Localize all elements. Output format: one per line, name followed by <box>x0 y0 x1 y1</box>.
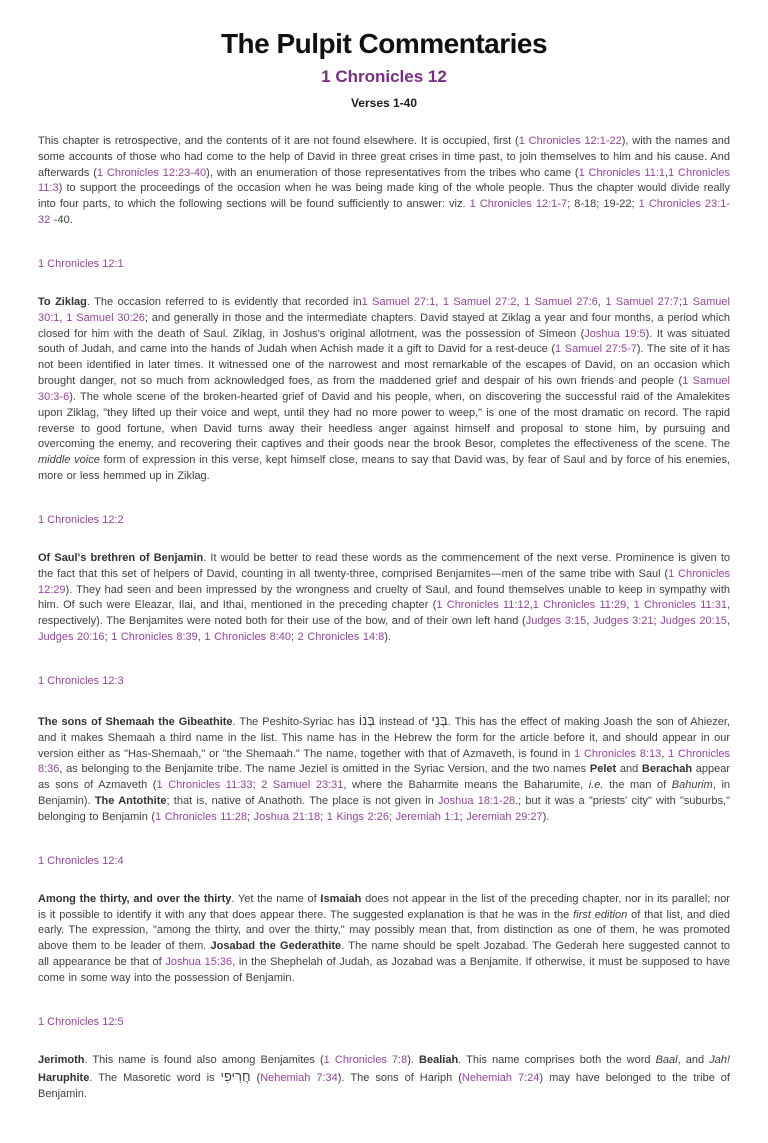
text-run: ; <box>653 615 661 628</box>
text-run: ). The site of it has not been identified in later times. It witnessed one of the narrowest and most remarkable of the escapes of David, on an occasion which brought danger, not so much from acknowledged foes, as from the maddened grief and despair of his own friends and people ( <box>38 343 730 388</box>
text-run: Berachah <box>641 763 693 776</box>
scripture-link[interactable]: Joshua 15:36 <box>165 955 233 968</box>
commentary-paragraph <box>38 551 730 646</box>
scripture-link[interactable]: 1 Chronicles 7:8 <box>323 1053 408 1066</box>
scripture-link[interactable]: Joshua 18:1-28 <box>438 795 516 808</box>
text-run: , <box>59 311 67 324</box>
text-run: ). <box>384 631 391 644</box>
text-run: form of expression in this verse, kept himself close, means to say that David was, by fear of Saul and by force of his enemies, more or less hemmed up in Ziklag. <box>38 454 731 483</box>
text-run: ). The whole scene of the broken-hearted grief of David and his people, when, on discovering the successful raid of the Amalekites upon Ziklag, "they lifted up their voice and wept, until they had no more power to weep," is one of the most dramatic on record. The rapid reverse to good fortune, when David turns away their heedless anger against himself and proposal to stone him, by pursuing and overcoming the enemy, and recovering their captives and their goods near the brook Besor, completes the effectiveness of the scene. The <box>38 390 730 451</box>
commentary-paragraph <box>38 1053 730 1103</box>
text-run: . This has the effect of making Joash the son of Ahiezer, and it makes Shemaah a third name in the list. This name has in the Hebrew the form for the article before it, and should appear in our version either as "Has-Shemaah," or "the Shemaah." The name, together with that of Azmaveth, is found in <box>38 715 731 760</box>
scripture-link[interactable]: Joshua 19:5 <box>584 327 646 340</box>
scripture-link[interactable]: 1 Chronicles 11:29 <box>532 599 627 612</box>
text-run: Ismaiah <box>320 892 362 905</box>
sections-container <box>38 134 730 1103</box>
text-run: ) may have belonged to the tribe of Benjamin. <box>38 1072 730 1101</box>
text-run: , <box>197 631 205 644</box>
text-run: ; <box>679 295 683 308</box>
text-run: ; <box>104 631 112 644</box>
text-run: -40. <box>50 214 73 227</box>
text-run: i.e. <box>588 779 604 792</box>
scripture-link[interactable]: 1 Chronicles 11:3 <box>38 166 731 195</box>
text-run: ). They had seen and been impressed by the wrongness and cruelty of Saul, and found themselves unable to keep in sympathy with him. Of such were Eleazar, Ilai, and Ithai, mentioned in the preceding chapter ( <box>38 583 730 612</box>
scripture-link[interactable]: 1 Samuel 30:26 <box>66 311 145 324</box>
scripture-link[interactable]: 1 Chronicles 11:31 <box>633 599 727 612</box>
scripture-link[interactable]: Judges 20:15 <box>660 615 727 628</box>
document-title: The Pulpit Commentaries <box>220 28 548 59</box>
text-run: ). <box>407 1053 420 1066</box>
text-run: ; <box>246 810 254 823</box>
text-run: appear as sons of Azmaveth ( <box>38 763 730 792</box>
commentary-paragraph <box>38 712 730 826</box>
text-run: ; <box>291 631 298 644</box>
text-run: , <box>626 599 634 612</box>
text-run: , <box>435 295 443 308</box>
text-run: middle voice <box>38 454 100 467</box>
text-run: , <box>661 747 669 760</box>
text-run: and <box>616 763 642 776</box>
scripture-link[interactable]: Jeremiah 1:1 <box>395 810 460 823</box>
text-run: . Yet the name of <box>231 892 321 905</box>
hebrew-text-run: בְּנוֹ <box>358 712 376 728</box>
text-run: The sons of Shemaah the Gibeathite <box>38 715 233 728</box>
text-run: . The name should be spelt Jozabad. The Gederah here suggested cannot to all appearance be that of <box>38 940 731 968</box>
text-run: Baal <box>655 1053 678 1066</box>
commentary-paragraph <box>38 295 730 485</box>
text-run: Among the thirty, and over the thirty <box>38 892 232 905</box>
scripture-link[interactable]: 2 Samuel 23:31 <box>261 779 344 792</box>
scripture-link[interactable]: 1 Chronicles 23:1-32 <box>38 198 730 227</box>
text-run: . The occasion referred to is evidently that recorded in <box>86 295 362 308</box>
scripture-link[interactable]: 1 Chronicles 8:36 <box>38 747 731 776</box>
text-run: , <box>726 615 730 628</box>
text-run: ). <box>542 810 550 823</box>
text-run: Haruphite <box>38 1072 90 1085</box>
text-run: does not appear in the list of the preceding chapter, nor in its parallel; nor is it possible to identify it with any that does appear there. The suggested explanation is that he was in the <box>38 892 730 921</box>
text-run: . This name comprises both the word <box>458 1053 656 1066</box>
text-run: Josabad the Gederathite <box>210 940 342 953</box>
commentary-paragraph <box>38 134 730 229</box>
scripture-link[interactable]: Judges 20:16 <box>38 631 105 644</box>
scripture-link[interactable]: 1 Chronicles 8:39 <box>111 631 198 644</box>
section-heading-link[interactable]: 1 Chronicles 12:2 <box>38 513 124 526</box>
text-run: , where the Baharmite means the Baharumite, <box>343 779 589 792</box>
text-run: ; 8-18; 19-22; <box>567 198 639 211</box>
text-run: . The Peshito-Syriac has <box>232 715 359 728</box>
text-run: , in Benjamin). <box>38 779 731 808</box>
text-run: , <box>529 599 533 612</box>
scripture-link[interactable]: Nehemiah 7:24 <box>461 1072 540 1085</box>
text-run: , <box>597 295 606 308</box>
text-run: ) to support the proceedings of the occasion when he was being made king of the whole people. Thus the chapter would divide really into four parts, to which the following sections will be found sufficiently to answer: viz. <box>38 182 730 211</box>
text-run: ). It was situated south of Judah, and came into the hands of Judah when Achish made it a gift to David for a rest-deuce ( <box>38 327 731 356</box>
text-run: ). The sons of Hariph ( <box>337 1072 462 1085</box>
scripture-link[interactable]: 1 Chronicles 11:28 <box>155 810 247 823</box>
text-run: ; <box>459 810 467 823</box>
scripture-link[interactable]: Nehemiah 7:34 <box>260 1072 338 1085</box>
text-run: The Antothite <box>94 795 167 808</box>
text-run: ; <box>388 810 396 823</box>
document-subtitle: 1 Chronicles 12 <box>321 67 447 86</box>
text-run: ), with the names and some accounts of those who had come to the help of David in three great crises in time past, to join themselves to him and his cause. And afterwards ( <box>38 135 730 179</box>
text-run: first edition <box>573 908 628 921</box>
scripture-link[interactable]: 1 Chronicles 12:29 <box>38 567 731 596</box>
text-run: , <box>516 295 525 308</box>
text-run: , and <box>677 1053 710 1066</box>
scripture-link[interactable]: 2 Chronicles 14:8 <box>297 631 385 644</box>
scripture-link[interactable]: Jeremiah 29:27 <box>466 810 543 823</box>
text-run: Bahurim <box>671 779 713 792</box>
verses-label: Verses 1-40 <box>350 96 418 110</box>
hebrew-text-run: חֲרִיפִי <box>220 1069 251 1085</box>
text-run: . This name is found also among Benjamites ( <box>84 1053 324 1066</box>
scripture-link[interactable]: 1 Chronicles 12:1-22 <box>518 135 622 147</box>
text-run: , respectively). The Benjamites were noted both for their use of the bow, and of their own left hand ( <box>38 599 731 628</box>
scripture-link[interactable]: 1 Chronicles 11:33 <box>156 779 253 792</box>
text-run: of that list, and died early. The expression, "among the thirty, and over the thirty," may possibly mean that, from distinction as one of them, he was promoted above them to be leader of them. <box>38 908 730 953</box>
scripture-link[interactable]: 1 Chronicles 11:12 <box>436 599 530 612</box>
hebrew-text-run: בְּנֵי <box>431 712 448 728</box>
text-run: ), with an enumeration of those representatives from the tribes who came ( <box>206 166 579 179</box>
scripture-link[interactable]: Joshua 21:18 <box>253 810 321 823</box>
text-run: ; and generally in those and the intermediate chapters. David stayed at Ziklag a year and four months, a period which closed for him with the death of Saul. Ziklag, in Joshus's original allotment, was the possession of Simeon ( <box>38 311 730 340</box>
text-run: , in the Shephelah of Judah, as Jozabad was a Benjamite. If otherwise, it must be supposed to have come in some way into the possession of Benjamin. <box>38 955 730 984</box>
text-run: , <box>665 166 669 179</box>
section-heading-link[interactable]: 1 Chronicles 12:1 <box>38 257 124 270</box>
scripture-link[interactable]: 1 Samuel 27:6 <box>524 295 598 308</box>
scripture-link[interactable]: 1 Chronicles 11:1 <box>578 166 665 179</box>
scripture-link[interactable]: 1 Chronicles 8:13 <box>574 747 662 760</box>
text-run: .; but it was a "priests' city" with "suburbs," belonging to Benjamin ( <box>38 795 730 823</box>
text-run: . It would be better to read these words as the commencement of the next verse. Prominence is given to the fact that this set of helpers of David, counting in all twenty-three, comprised Benjamites—men of the same tribe with Saul ( <box>38 551 730 580</box>
scripture-link[interactable]: 1 Samuel 27:7 <box>605 295 680 308</box>
scripture-link[interactable]: 1 Samuel 27:2 <box>442 295 517 308</box>
scripture-link[interactable]: 1 Chronicles 8:40 <box>204 631 292 644</box>
scripture-link[interactable]: Judges 3:21 <box>592 615 654 628</box>
text-run: , <box>586 615 593 628</box>
section-heading-link[interactable]: 1 Chronicles 12:3 <box>38 674 124 687</box>
commentary-paragraph <box>38 892 730 987</box>
text-run: ( <box>250 1072 261 1085</box>
text-run: , as belonging to the Benjamite tribe. The name Jeziel is omitted in the Syriac Version, and the two names <box>59 763 590 776</box>
scripture-link[interactable]: 1 Samuel 30:3-6 <box>38 375 730 403</box>
scripture-link[interactable]: 1 Samuel 27:5-7 <box>555 343 637 356</box>
text-run: Of Saul's brethren of Benjamin <box>38 551 204 564</box>
text-run: instead of <box>375 715 432 728</box>
text-run: This chapter is retrospective, and the contents of it are not found elsewhere. It is occupied, first ( <box>38 135 519 147</box>
section-heading-link[interactable]: 1 Chronicles 12:5 <box>38 1015 124 1028</box>
scripture-link[interactable]: 1 Kings 2:26 <box>326 810 389 823</box>
text-run: ; <box>320 810 327 823</box>
scripture-link[interactable]: 1 Samuel 30:1 <box>38 295 730 324</box>
text-run: To Ziklag <box>38 295 87 308</box>
text-run: the man of <box>603 779 672 792</box>
scripture-link[interactable]: 1 Chronicles 12:1-7 <box>469 198 568 211</box>
scripture-link[interactable]: Judges 3:15 <box>525 615 587 628</box>
text-run: Jah! <box>709 1053 730 1066</box>
text-run: ; that is, native of Anathoth. The place is not given in <box>166 795 439 808</box>
text-run: Pelet <box>589 763 617 776</box>
scripture-link[interactable]: 1 Chronicles 12:23-40 <box>96 166 207 179</box>
section-heading-link[interactable]: 1 Chronicles 12:4 <box>38 854 124 867</box>
text-run: Bealiah <box>419 1053 459 1066</box>
text-run: Jerimoth <box>38 1053 85 1066</box>
text-run: . The Masoretic word is <box>89 1072 221 1085</box>
scripture-link[interactable]: 1 Samuel 27:1 <box>361 295 436 308</box>
text-run: ; <box>252 779 262 792</box>
